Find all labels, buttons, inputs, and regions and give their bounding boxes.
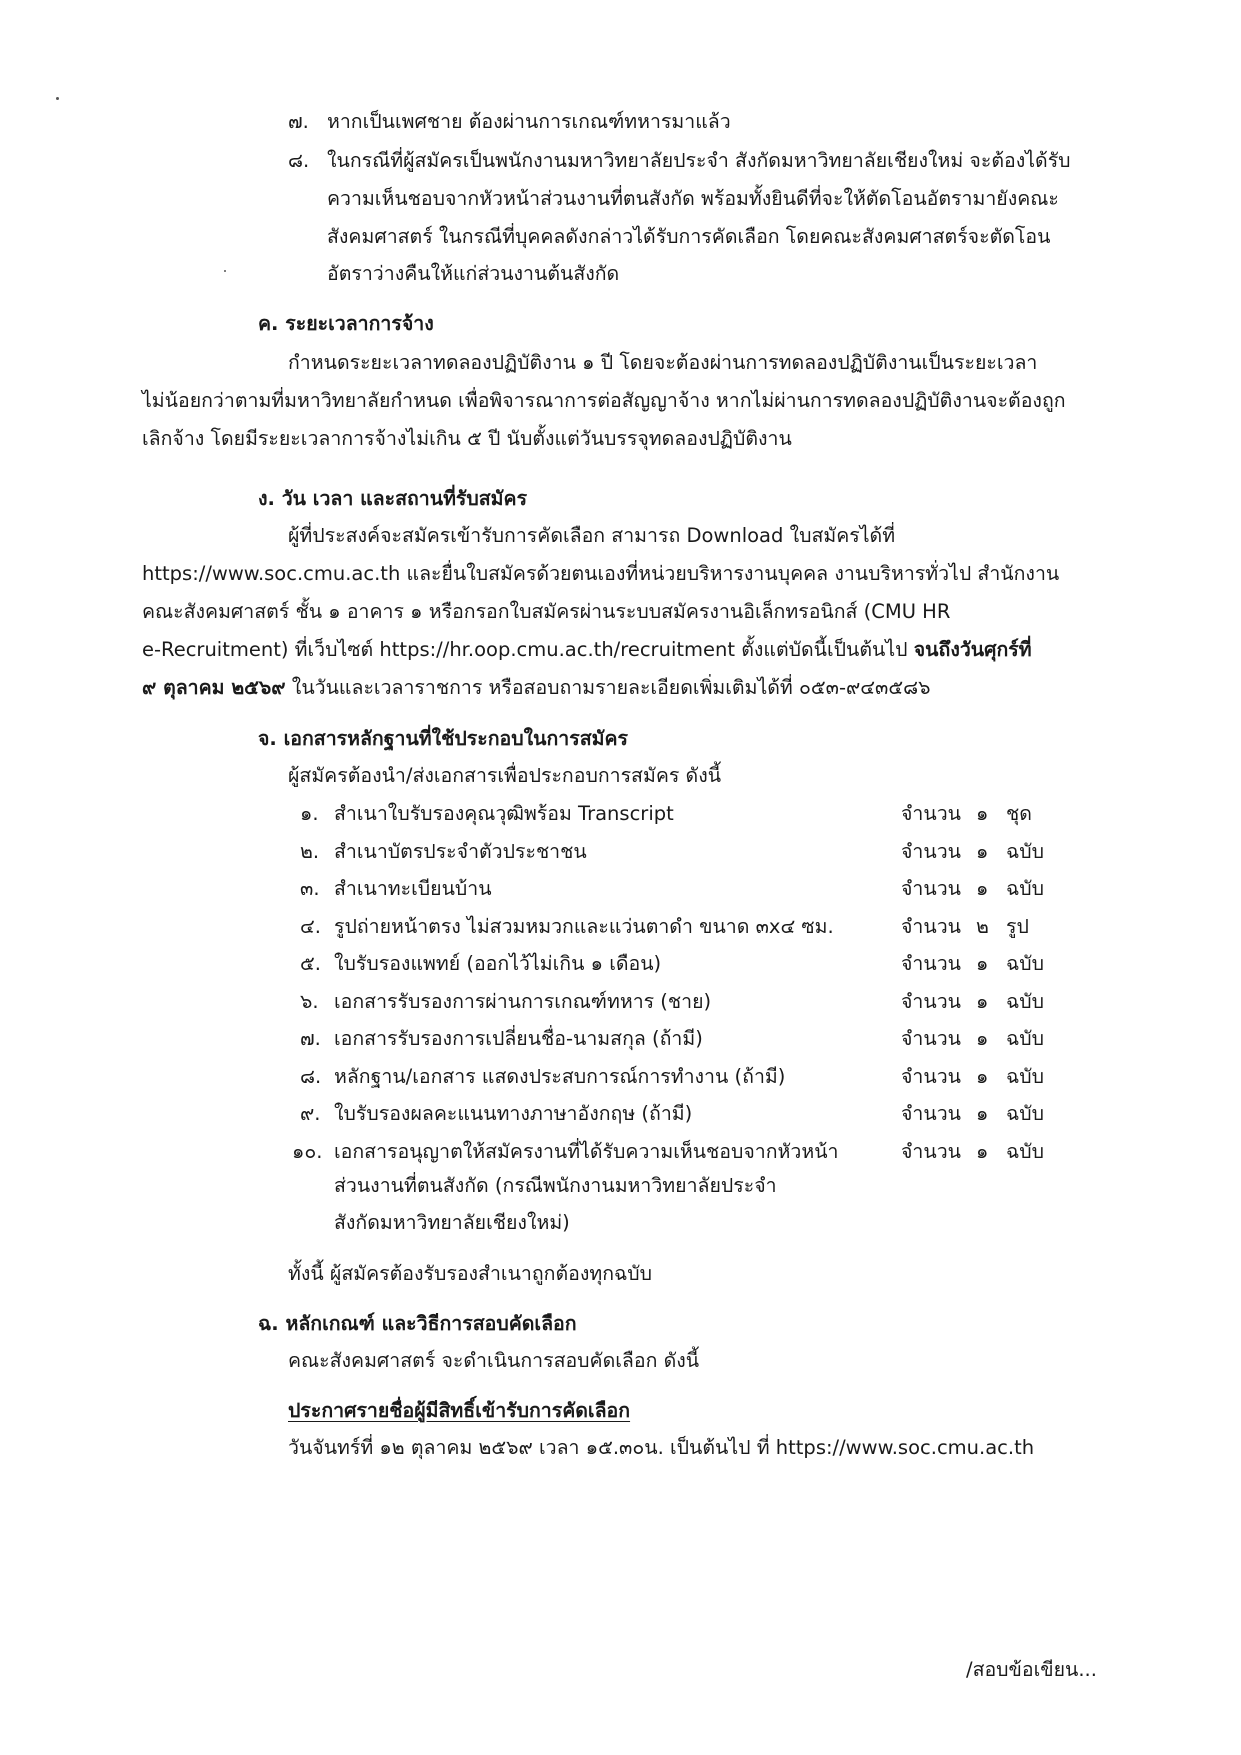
- quantity-count: ๑: [976, 1027, 989, 1050]
- announcement-date: วันจันทร์ที่ ๑๒ ตุลาคม ๒๕๖๙ เวลา ๑๕.๓๐น. เป็นต้นไป ที่ https://www.soc.cmu.ac.th: [288, 1436, 1035, 1459]
- list-item-text: หลักฐาน/เอกสาร แสดงประสบการณ์การทำงาน (ถ้ามี): [334, 1065, 786, 1088]
- list-item-text: สำเนาใบรับรองคุณวุฒิพร้อม Transcript: [334, 802, 674, 825]
- list-item-text: เอกสารรับรองการผ่านการเกณฑ์ทหาร (ชาย): [334, 990, 712, 1013]
- paragraph-line: เลิกจ้าง โดยมีระยะเวลาการจ้างไม่เกิน ๕ ปี นับตั้งแต่วันบรรจุทดลองปฏิบัติงาน: [142, 427, 792, 450]
- section-intro: คณะสังคมศาสตร์ จะดำเนินการสอบคัดเลือก ดังนี้: [288, 1349, 700, 1372]
- quantity-label: จำนวน: [901, 915, 961, 938]
- list-item-text: เอกสารอนุญาตให้สมัครงานที่ได้รับความเห็นชอบจากหัวหน้า: [334, 1140, 839, 1163]
- deadline-date: ๙ ตุลาคม ๒๕๖๙: [142, 676, 286, 699]
- paragraph-line: [142, 672, 931, 703]
- quantity-label: จำนวน: [901, 990, 961, 1013]
- quantity-count: ๑: [976, 840, 989, 863]
- paragraph-line: กำหนดระยะเวลาทดลองปฏิบัติงาน ๑ ปี โดยจะต้องผ่านการทดลองปฏิบัติงานเป็นระยะเวลา: [288, 351, 1038, 374]
- paragraph-line: คณะสังคมศาสตร์ ชั้น ๑ อาคาร ๑ หรือกรอกใบสมัครผ่านระบบสมัครงานอิเล็กทรอนิกส์ (CMU HR: [142, 600, 951, 623]
- qual-item-text: หากเป็นเพศชาย ต้องผ่านการเกณฑ์ทหารมาแล้ว: [327, 110, 731, 133]
- qual-item-text: อัตราว่างคืนให้แก่ส่วนงานต้นสังกัด: [327, 262, 620, 285]
- quantity-unit: รูป: [1006, 915, 1029, 938]
- paragraph-text: e-Recruitment) ที่เว็บไซต์ https://hr.oop.cmu.ac.th/recruitment ตั้งแต่บัดนี้เป็นต้นไป: [142, 638, 908, 661]
- list-item-text: เอกสารรับรองการเปลี่ยนชื่อ-นามสกุล (ถ้ามี): [334, 1027, 703, 1050]
- quantity-unit: ฉบับ: [1006, 840, 1045, 863]
- quantity-label: จำนวน: [901, 1140, 961, 1163]
- list-item-number: ๗.: [300, 1027, 321, 1050]
- list-item-number: ๒.: [300, 840, 320, 863]
- qual-item-number: ๘.: [288, 149, 310, 172]
- paragraph-line: ไม่น้อยกว่าตามที่มหาวิทยาลัยกำหนด เพื่อพิจารณาการต่อสัญญาจ้าง หากไม่ผ่านการทดลองปฏิบัติงานจะต้องถูก: [142, 389, 1066, 412]
- quantity-count: ๑: [976, 1065, 989, 1088]
- scan-speck: [56, 97, 59, 100]
- quantity-unit: ฉบับ: [1006, 1027, 1045, 1050]
- quantity-label: จำนวน: [901, 1027, 961, 1050]
- paragraph-text: ในวันและเวลาราชการ หรือสอบถามรายละเอียดเพิ่มเติมได้ที่ ๐๕๓-๙๔๓๕๘๖: [291, 676, 931, 699]
- qual-item-number: ๗.: [288, 110, 309, 133]
- quantity-count: ๑: [976, 1140, 989, 1163]
- section-heading: จ. เอกสารหลักฐานที่ใช้ประกอบในการสมัคร: [258, 727, 628, 750]
- list-item-number: ๔.: [300, 915, 321, 938]
- deadline-text: จนถึงวันศุกร์ที่: [913, 638, 1032, 661]
- section-closing: ทั้งนี้ ผู้สมัครต้องรับรองสำเนาถูกต้องทุกฉบับ: [288, 1262, 653, 1285]
- quantity-count: ๑: [976, 877, 989, 900]
- qual-item-text: สังคมศาสตร์ ในกรณีที่บุคคลดังกล่าวได้รับการคัดเลือก โดยคณะสังคมศาสตร์จะตัดโอน: [327, 225, 1051, 248]
- quantity-label: จำนวน: [901, 1102, 961, 1125]
- scan-speck: [224, 270, 226, 272]
- quantity-count: ๑: [976, 1102, 989, 1125]
- quantity-label: จำนวน: [901, 1065, 961, 1088]
- section-intro: ผู้สมัครต้องนำ/ส่งเอกสารเพื่อประกอบการสมัคร ดังนี้: [288, 764, 722, 787]
- list-item-number: ๘.: [300, 1065, 322, 1088]
- quantity-label: จำนวน: [901, 802, 961, 825]
- quantity-label: จำนวน: [901, 840, 961, 863]
- list-item-text: ใบรับรองผลคะแนนทางภาษาอังกฤษ (ถ้ามี): [334, 1102, 693, 1125]
- quantity-unit: ฉบับ: [1006, 1140, 1045, 1163]
- list-item-number: ๓.: [300, 877, 320, 900]
- list-item-number: ๖.: [300, 990, 319, 1013]
- next-page-marker: /สอบข้อเขียน...: [966, 1658, 1097, 1681]
- list-item-number: ๙.: [300, 1102, 321, 1125]
- list-item-number: ๕.: [300, 952, 321, 975]
- quantity-unit: ฉบับ: [1006, 1065, 1045, 1088]
- subsection-heading: ประกาศรายชื่อผู้มีสิทธิ์เข้ารับการคัดเลือก: [288, 1399, 631, 1422]
- quantity-count: ๑: [976, 990, 989, 1013]
- section-heading: ง. วัน เวลา และสถานที่รับสมัคร: [258, 487, 528, 510]
- list-item-text: สำเนาบัตรประจำตัวประชาชน: [334, 840, 587, 863]
- quantity-label: จำนวน: [901, 952, 961, 975]
- list-item-number: ๑.: [300, 802, 319, 825]
- list-item-text: รูปถ่ายหน้าตรง ไม่สวมหมวกและแว่นตาดำ ขนาด ๓x๔ ซม.: [334, 915, 834, 938]
- qual-item-text: ความเห็นชอบจากหัวหน้าส่วนงานที่ตนสังกัด พร้อมทั้งยินดีที่จะให้ตัดโอนอัตรามายังคณะ: [327, 187, 1059, 210]
- quantity-count: ๑: [976, 802, 989, 825]
- quantity-unit: ชุด: [1006, 802, 1032, 825]
- list-item-text: ใบรับรองแพทย์ (ออกไว้ไม่เกิน ๑ เดือน): [334, 952, 662, 975]
- quantity-unit: ฉบับ: [1006, 877, 1045, 900]
- list-item-number: ๑๐.: [292, 1140, 323, 1163]
- list-item-continuation: สังกัดมหาวิทยาลัยเชียงใหม่): [334, 1211, 570, 1234]
- quantity-unit: ฉบับ: [1006, 1102, 1045, 1125]
- section-heading: ฉ. หลักเกณฑ์ และวิธีการสอบคัดเลือก: [258, 1312, 577, 1335]
- qual-item-text: ในกรณีที่ผู้สมัครเป็นพนักงานมหาวิทยาลัยประจำ สังกัดมหาวิทยาลัยเชียงใหม่ จะต้องได้รับ: [327, 149, 1071, 172]
- paragraph-line: https://www.soc.cmu.ac.th และยื่นใบสมัครด้วยตนเองที่หน่วยบริหารงานบุคคล งานบริหารทั่วไป สำนักงาน: [142, 562, 1060, 585]
- quantity-count: ๑: [976, 952, 989, 975]
- quantity-unit: ฉบับ: [1006, 990, 1045, 1013]
- list-item-text: สำเนาทะเบียนบ้าน: [334, 877, 492, 900]
- quantity-count: ๒: [976, 915, 989, 938]
- quantity-label: จำนวน: [901, 877, 961, 900]
- paragraph-line: ผู้ที่ประสงค์จะสมัครเข้ารับการคัดเลือก สามารถ Download ใบสมัครได้ที่: [288, 524, 896, 547]
- paragraph-line: [142, 634, 1032, 665]
- list-item-continuation: ส่วนงานที่ตนสังกัด (กรณีพนักงานมหาวิทยาลัยประจำ: [334, 1174, 777, 1197]
- quantity-unit: ฉบับ: [1006, 952, 1045, 975]
- section-heading: ค. ระยะเวลาการจ้าง: [258, 312, 434, 335]
